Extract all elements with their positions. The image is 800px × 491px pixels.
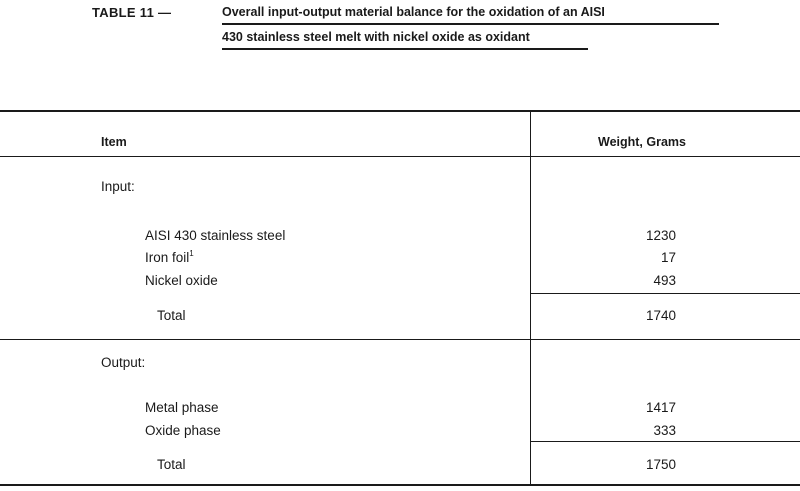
row-item-oxide-phase: Oxide phase — [145, 423, 221, 438]
section-label-input: Input: — [101, 179, 135, 194]
input-total-label: Total — [157, 308, 186, 323]
table-title-line-2: 430 stainless steel melt with nickel oxide as oxidant — [222, 30, 530, 44]
section-label-output: Output: — [101, 355, 146, 370]
row-item-metal-phase: Metal phase — [145, 400, 219, 415]
row-value-oxide-phase: 333 — [653, 423, 676, 438]
row-value-metal-phase: 1417 — [645, 400, 676, 415]
header-bottom-rule — [0, 156, 800, 157]
table-number: TABLE 11 — — [92, 5, 172, 20]
title-underline-2 — [222, 48, 588, 50]
row-value-nickel-oxide: 493 — [653, 273, 676, 288]
iron-foil-label: Iron foil — [145, 250, 190, 265]
row-item-stainless-steel: AISI 430 stainless steel — [145, 228, 286, 243]
row-value-iron-foil: 17 — [660, 250, 676, 265]
row-item-iron-foil — [145, 250, 194, 265]
input-total-value: 1740 — [645, 308, 676, 323]
column-divider — [530, 110, 531, 485]
title-underline-1 — [222, 23, 719, 25]
table-title-line-1: Overall input-output material balance for the oxidation of an AISI — [222, 5, 605, 19]
output-total-value: 1750 — [645, 457, 676, 472]
table-top-rule — [0, 110, 800, 112]
output-total-label: Total — [157, 457, 186, 472]
row-value-stainless-steel: 1230 — [645, 228, 676, 243]
footnote-marker: 1 — [189, 249, 194, 258]
table-bottom-rule — [0, 484, 800, 486]
section-divider-rule — [0, 339, 800, 340]
row-item-nickel-oxide: Nickel oxide — [145, 273, 218, 288]
column-header-weight: Weight, Grams — [598, 135, 686, 149]
output-total-rule — [530, 441, 800, 442]
column-header-item: Item — [101, 135, 127, 149]
input-total-rule — [530, 293, 800, 294]
